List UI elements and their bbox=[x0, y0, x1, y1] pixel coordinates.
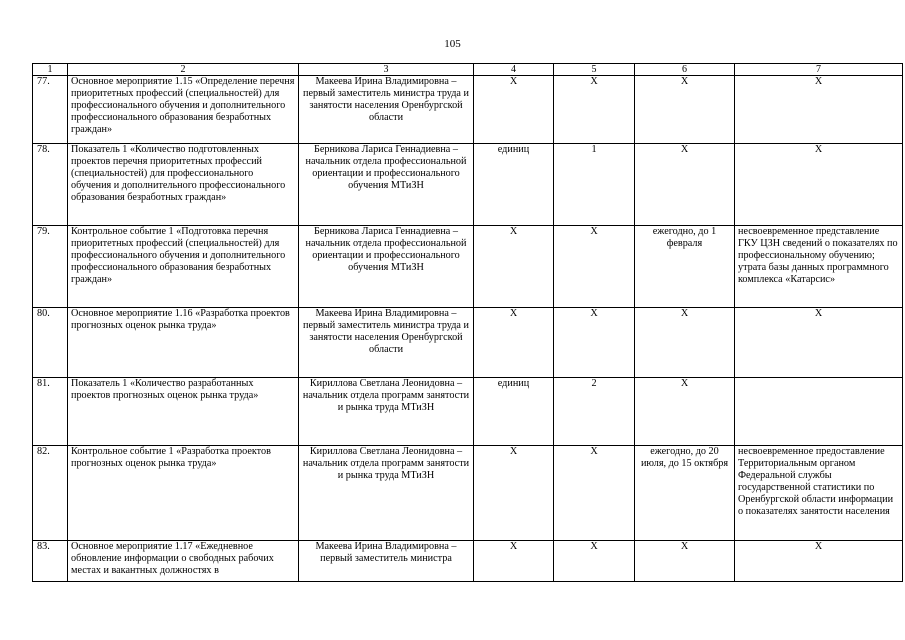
header-cell: 2 bbox=[68, 64, 299, 76]
risk-cell: несвоевременное предоставление Территориальным органом Федеральной службы государственной статистики по Оренбургской области информации о показателях занятости населения bbox=[735, 446, 903, 541]
deadline-cell: X bbox=[635, 378, 735, 446]
responsible-person: Кириллова Светлана Леонидовна – начальник отдела программ занятости и рынка труда МТиЗН bbox=[299, 378, 474, 446]
unit-cell: единиц bbox=[474, 144, 554, 226]
unit-cell: X bbox=[474, 446, 554, 541]
header-cell: 7 bbox=[735, 64, 903, 76]
unit-cell: X bbox=[474, 226, 554, 308]
value-cell: X bbox=[554, 446, 635, 541]
unit-cell: X bbox=[474, 308, 554, 378]
header-cell: 5 bbox=[554, 64, 635, 76]
row-number: 80. bbox=[33, 308, 68, 378]
item-name: Показатель 1 «Количество подготовленных проектов перечня приоритетных профессий (специальностей) для профессионального обучения и дополнительного профессионального образования безработных граждан» bbox=[68, 144, 299, 226]
table-row bbox=[33, 76, 903, 144]
value-cell: X bbox=[554, 308, 635, 378]
responsible-person: Берникова Лариса Геннадиевна – начальник отдела профессиональной ориентации и профессионального обучения МТиЗН bbox=[299, 144, 474, 226]
header-cell: 3 bbox=[299, 64, 474, 76]
deadline-cell: X bbox=[635, 144, 735, 226]
risk-cell: X bbox=[735, 76, 903, 144]
item-name: Показатель 1 «Количество разработанных проектов прогнозных оценок рынка труда» bbox=[68, 378, 299, 446]
responsible-person: Макеева Ирина Владимировна – первый заместитель министра bbox=[299, 541, 474, 582]
plan-table bbox=[32, 63, 903, 582]
header-row bbox=[33, 64, 903, 76]
responsible-person: Кириллова Светлана Леонидовна – начальник отдела программ занятости и рынка труда МТиЗН bbox=[299, 446, 474, 541]
row-number: 81. bbox=[33, 378, 68, 446]
value-cell: 2 bbox=[554, 378, 635, 446]
deadline-cell: ежегодно, до 1 февраля bbox=[635, 226, 735, 308]
header-cell: 1 bbox=[33, 64, 68, 76]
row-number: 77. bbox=[33, 76, 68, 144]
item-name: Основное мероприятие 1.15 «Определение перечня приоритетных профессий (специальностей) для профессионального обучения и дополнительного профессионального образования безработных граждан» bbox=[68, 76, 299, 144]
risk-cell bbox=[735, 378, 903, 446]
row-number: 78. bbox=[33, 144, 68, 226]
row-number: 83. bbox=[33, 541, 68, 582]
unit-cell: X bbox=[474, 541, 554, 582]
item-name: Основное мероприятие 1.17 «Ежедневное обновление информации о свободных рабочих местах и вакантных должностях в bbox=[68, 541, 299, 582]
row-number: 79. bbox=[33, 226, 68, 308]
risk-cell: X bbox=[735, 144, 903, 226]
table-row bbox=[33, 226, 903, 308]
deadline-cell: ежегодно, до 20 июля, до 15 октября bbox=[635, 446, 735, 541]
risk-cell: X bbox=[735, 541, 903, 582]
responsible-person: Макеева Ирина Владимировна – первый заместитель министра труда и занятости населения Оренбургской области bbox=[299, 76, 474, 144]
item-name: Контрольное событие 1 «Разработка проектов прогнозных оценок рынка труда» bbox=[68, 446, 299, 541]
deadline-cell: X bbox=[635, 76, 735, 144]
table-row bbox=[33, 378, 903, 446]
value-cell: 1 bbox=[554, 144, 635, 226]
risk-cell: X bbox=[735, 308, 903, 378]
table-row bbox=[33, 541, 903, 582]
row-number: 82. bbox=[33, 446, 68, 541]
page-number: 105 bbox=[444, 38, 461, 50]
deadline-cell: X bbox=[635, 541, 735, 582]
value-cell: X bbox=[554, 541, 635, 582]
table-row bbox=[33, 144, 903, 226]
deadline-cell: X bbox=[635, 308, 735, 378]
value-cell: X bbox=[554, 226, 635, 308]
item-name: Контрольное событие 1 «Подготовка перечня приоритетных профессий (специальностей) для профессионального обучения и дополнительного профессионального образования безработных граждан» bbox=[68, 226, 299, 308]
risk-cell: несвоевременное представление ГКУ ЦЗН сведений о показателях по профессиональному обучению; утрата базы данных программного комплекса «Катарсис» bbox=[735, 226, 903, 308]
responsible-person: Берникова Лариса Геннадиевна – начальник отдела профессиональной ориентации и профессионального обучения МТиЗН bbox=[299, 226, 474, 308]
value-cell: X bbox=[554, 76, 635, 144]
table-row bbox=[33, 308, 903, 378]
unit-cell: единиц bbox=[474, 378, 554, 446]
responsible-person: Макеева Ирина Владимировна – первый заместитель министра труда и занятости населения Оренбургской области bbox=[299, 308, 474, 378]
unit-cell: X bbox=[474, 76, 554, 144]
item-name: Основное мероприятие 1.16 «Разработка проектов прогнозных оценок рынка труда» bbox=[68, 308, 299, 378]
header-cell: 6 bbox=[635, 64, 735, 76]
table-row bbox=[33, 446, 903, 541]
header-cell: 4 bbox=[474, 64, 554, 76]
